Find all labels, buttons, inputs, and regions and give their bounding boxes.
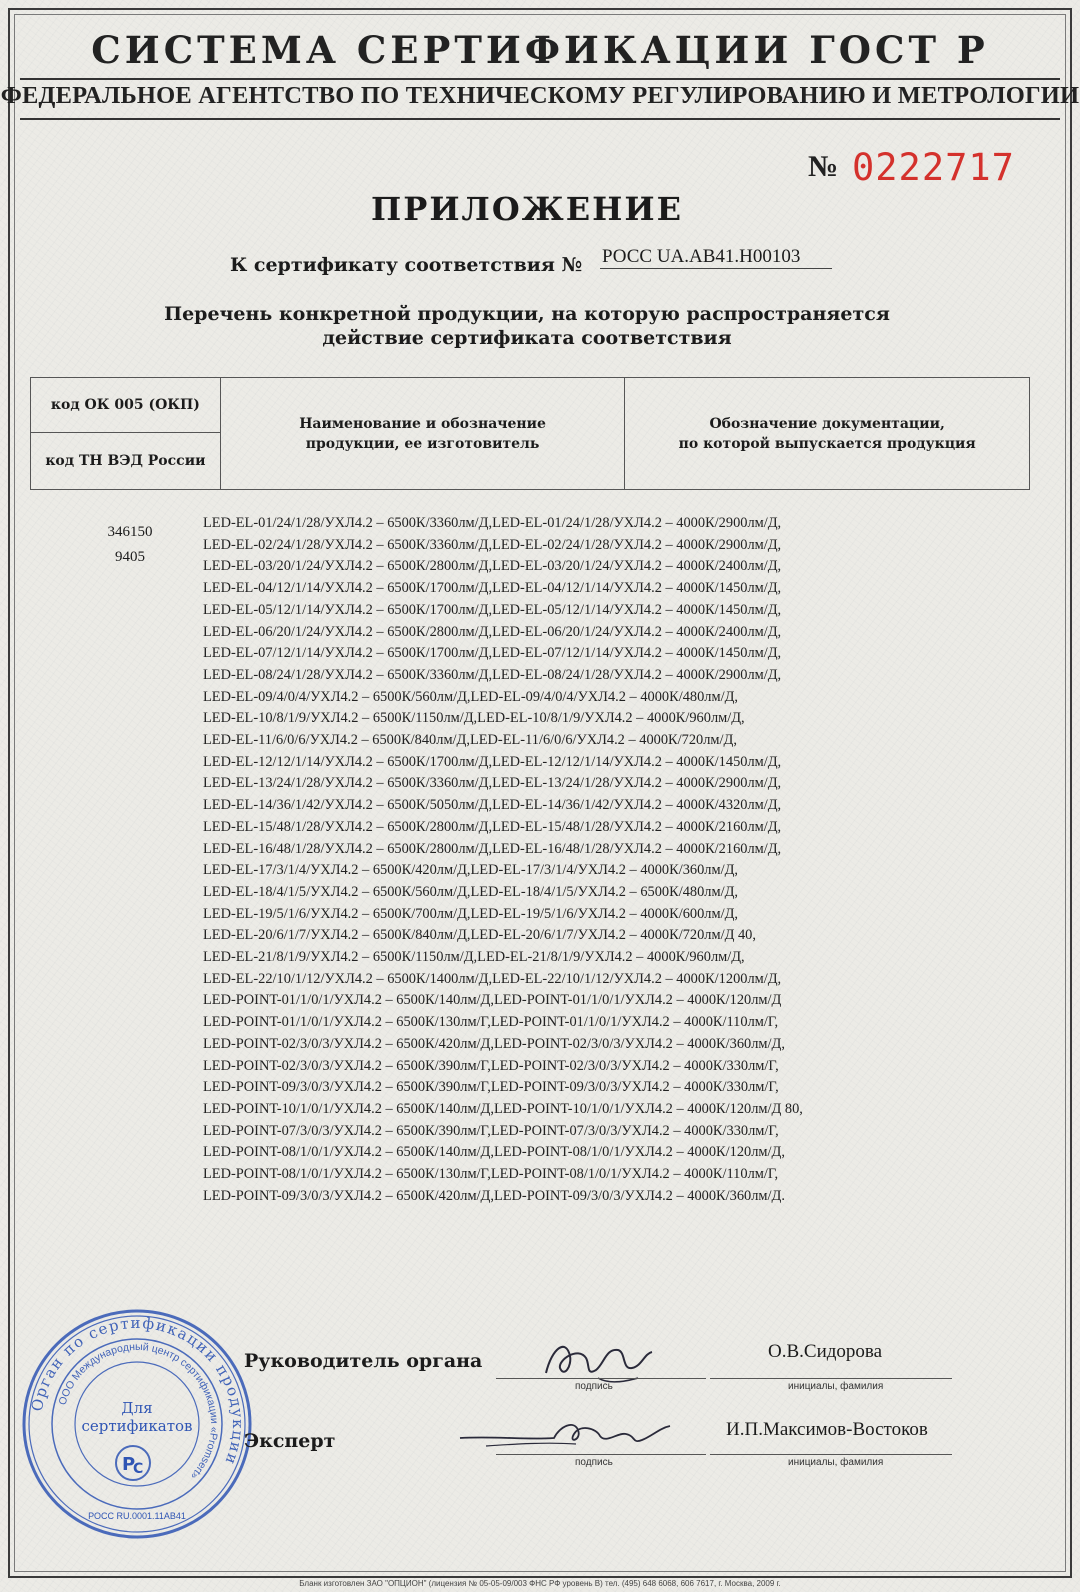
expert-signature bbox=[456, 1408, 678, 1456]
product-row: LED-EL-11/6/0/6/УХЛ4.2 – 6500К/840лм/Д,LED-EL-11/6/0/6/УХЛ4.2 – 4000К/720лм/Д, bbox=[203, 732, 737, 749]
product-codes bbox=[60, 520, 200, 570]
pct-logo-icon bbox=[122, 1454, 143, 1477]
col-documentation-line1: Обозначение документации, bbox=[709, 415, 945, 432]
product-row: LED-EL-01/24/1/28/УХЛ4.2 – 6500К/3360лм/Д,LED-EL-01/24/1/28/УХЛ4.2 – 4000К/2900лм/Д, bbox=[203, 515, 782, 531]
product-row: LED-EL-15/48/1/28/УХЛ4.2 – 6500К/2800лм/Д,LED-EL-15/48/1/28/УХЛ4.2 – 4000К/2160лм/Д, bbox=[203, 818, 782, 835]
certificate-number: РОСС UA.AB41.H00103 bbox=[600, 246, 832, 269]
product-row: LED-EL-08/24/1/28/УХЛ4.2 – 6500К/3360лм/Д,LED-EL-08/24/1/28/УХЛ4.2 – 4000К/2900лм/Д, bbox=[203, 666, 782, 683]
agency-title: ФЕДЕРАЛЬНОЕ АГЕНТСТВО ПО ТЕХНИЧЕСКОМУ РЕГУЛИРОВАНИЮ И МЕТРОЛОГИИ bbox=[0, 82, 1080, 109]
col-product-name bbox=[220, 378, 625, 490]
product-row: LED-POINT-08/1/0/1/УХЛ4.2 – 6500К/140лм/Д,LED-POINT-08/1/0/1/УХЛ4.2 – 4000К/120лм/Д, bbox=[203, 1144, 785, 1161]
appendix-title: ПРИЛОЖЕНИЕ bbox=[371, 190, 683, 228]
product-row: LED-EL-16/48/1/28/УХЛ4.2 – 6500К/2800лм/Д,LED-EL-16/48/1/28/УХЛ4.2 – 4000К/2160лм/Д, bbox=[203, 840, 782, 857]
expert-sign-line bbox=[496, 1454, 706, 1455]
stamp-reg-text: РОСС RU.0001.11АВ41 bbox=[88, 1511, 186, 1521]
product-row: LED-POINT-02/3/0/3/УХЛ4.2 – 6500К/420лм/Д,LED-POINT-02/3/0/3/УХЛ4.2 – 4000К/360лм/Д, bbox=[203, 1035, 785, 1052]
expert-sign-caption: подпись bbox=[575, 1457, 613, 1468]
col-documentation-line2: по которой выпускается продукция bbox=[678, 435, 976, 452]
expert-name-caption: инициалы, фамилия bbox=[788, 1457, 884, 1468]
product-row: LED-EL-04/12/1/14/УХЛ4.2 – 6500К/1700лм/Д,LED-EL-04/12/1/14/УХЛ4.2 – 4000К/1450лм/Д, bbox=[203, 580, 782, 597]
product-row: LED-POINT-01/1/0/1/УХЛ4.2 – 6500К/140лм/Д,LED-POINT-01/1/0/1/УХЛ4.2 – 4000К/120лм/Д bbox=[203, 992, 782, 1009]
stamp-center-line2: сертификатов bbox=[81, 1417, 193, 1435]
head-name-line bbox=[710, 1378, 952, 1379]
col-product-name-line2: продукции, ее изготовитель bbox=[305, 435, 540, 452]
col-documentation bbox=[625, 378, 1030, 490]
expert-name-line bbox=[710, 1454, 952, 1455]
product-row: LED-EL-05/12/1/14/УХЛ4.2 – 6500К/1700лм/Д,LED-EL-05/12/1/14/УХЛ4.2 – 4000К/1450лм/Д, bbox=[203, 601, 782, 618]
product-row: LED-EL-17/3/1/4/УХЛ4.2 – 6500К/420лм/Д,LED-EL-17/3/1/4/УХЛ4.2 – 4000К/360лм/Д, bbox=[203, 862, 738, 879]
head-label: Руководитель органа bbox=[244, 1350, 483, 1372]
product-row: LED-EL-22/10/1/12/УХЛ4.2 – 6500К/1400лм/Д,LED-EL-22/10/1/12/УХЛ4.2 – 4000К/1200лм/Д, bbox=[203, 970, 782, 987]
list-heading-line2: действие сертификата соответствия bbox=[322, 327, 732, 349]
product-row: LED-EL-02/24/1/28/УХЛ4.2 – 6500К/3360лм/Д,LED-EL-02/24/1/28/УХЛ4.2 – 4000К/2900лм/Д, bbox=[203, 536, 782, 553]
product-row: LED-POINT-09/3/0/3/УХЛ4.2 – 6500К/390лм/Г,LED-POINT-09/3/0/3/УХЛ4.2 – 4000К/330лм/Г, bbox=[203, 1079, 779, 1096]
head-sign-caption: подпись bbox=[575, 1381, 613, 1392]
product-row: LED-POINT-08/1/0/1/УХЛ4.2 – 6500К/130лм/Г,LED-POINT-08/1/0/1/УХЛ4.2 – 4000К/110лм/Г, bbox=[203, 1166, 779, 1183]
product-row: LED-EL-14/36/1/42/УХЛ4.2 – 6500К/5050лм/Д,LED-EL-14/36/1/42/УХЛ4.2 – 4000К/4320лм/Д, bbox=[203, 797, 782, 814]
certificate-label: К сертификату соответствия № bbox=[230, 254, 583, 276]
product-row: LED-POINT-10/1/0/1/УХЛ4.2 – 6500К/140лм/Д,LED-POINT-10/1/0/1/УХЛ4.2 – 4000К/120лм/Д 80, bbox=[203, 1100, 803, 1117]
product-row: LED-EL-06/20/1/24/УХЛ4.2 – 6500К/2800лм/Д,LED-EL-06/20/1/24/УХЛ4.2 – 4000К/2400лм/Д, bbox=[203, 623, 782, 640]
serial-prefix: № bbox=[808, 150, 839, 183]
expert-name: И.П.Максимов-Востоков bbox=[726, 1419, 928, 1440]
head-name-caption: инициалы, фамилия bbox=[788, 1381, 884, 1392]
product-row: LED-EL-13/24/1/28/УХЛ4.2 – 6500К/3360лм/Д,LED-EL-13/24/1/28/УХЛ4.2 – 4000К/2900лм/Д, bbox=[203, 775, 782, 792]
product-row: LED-EL-20/6/1/7/УХЛ4.2 – 6500К/840лм/Д,LED-EL-20/6/1/7/УХЛ4.2 – 4000К/720лм/Д 40, bbox=[203, 927, 756, 944]
serial-number: 0222717 bbox=[852, 146, 1015, 189]
expert-label: Эксперт bbox=[244, 1430, 336, 1452]
head-name: О.В.Сидорова bbox=[768, 1341, 883, 1362]
product-row: LED-EL-12/12/1/14/УХЛ4.2 – 6500К/1700лм/Д,LED-EL-12/12/1/14/УХЛ4.2 – 4000К/1450лм/Д, bbox=[203, 753, 782, 770]
svg-text:С: С bbox=[133, 1461, 144, 1477]
product-row: LED-EL-03/20/1/24/УХЛ4.2 – 6500К/2800лм/Д,LED-EL-03/20/1/24/УХЛ4.2 – 4000К/2400лм/Д, bbox=[203, 558, 782, 575]
col-tnved: код ТН ВЭД России bbox=[31, 433, 221, 490]
header-table bbox=[30, 377, 1030, 490]
head-sign-line bbox=[496, 1378, 706, 1379]
form-footer: Бланк изготовлен ЗАО "ОПЦИОН" (лицензия № 05-05-09/003 ФНС РФ уровень В) тел. (495) 648 6068, 606 7617, г. Москва, 2009 г. bbox=[299, 1579, 781, 1588]
header-rule-top bbox=[20, 78, 1060, 80]
product-row: LED-EL-09/4/0/4/УХЛ4.2 – 6500К/560лм/Д,LED-EL-09/4/0/4/УХЛ4.2 – 4000К/480лм/Д, bbox=[203, 688, 738, 705]
certification-stamp bbox=[18, 1305, 256, 1543]
product-row: LED-EL-19/5/1/6/УХЛ4.2 – 6500К/700лм/Д,LED-EL-19/5/1/6/УХЛ4.2 – 4000К/600лм/Д, bbox=[203, 905, 738, 922]
col-product-name-line1: Наименование и обозначение bbox=[299, 415, 546, 432]
product-row: LED-EL-18/4/1/5/УХЛ4.2 – 6500К/560лм/Д,LED-EL-18/4/1/5/УХЛ4.2 – 6500К/480лм/Д, bbox=[203, 883, 738, 900]
product-row: LED-POINT-01/1/0/1/УХЛ4.2 – 6500К/130лм/Г,LED-POINT-01/1/0/1/УХЛ4.2 – 4000К/110лм/Г, bbox=[203, 1014, 779, 1031]
okp-code: 346150 bbox=[107, 524, 153, 540]
col-okp: код ОК 005 (ОКП) bbox=[31, 378, 221, 433]
list-heading-line1: Перечень конкретной продукции, на которую распространяется bbox=[164, 303, 890, 325]
list-heading bbox=[0, 302, 1054, 350]
product-row: LED-POINT-07/3/0/3/УХЛ4.2 – 6500К/390лм/Г,LED-POINT-07/3/0/3/УХЛ4.2 – 4000К/330лм/Г, bbox=[203, 1122, 779, 1139]
stamp-outer-text: Орган по сертификации продукции bbox=[27, 1313, 248, 1469]
header-rule-bottom bbox=[20, 118, 1060, 120]
product-row: LED-EL-10/8/1/9/УХЛ4.2 – 6500К/1150лм/Д,LED-EL-10/8/1/9/УХЛ4.2 – 4000К/960лм/Д, bbox=[203, 710, 745, 727]
product-list bbox=[203, 513, 973, 1208]
stamp-inner-text: ООО Международный центр сертификации «Promsert» bbox=[56, 1340, 221, 1482]
tnved-code: 9405 bbox=[115, 549, 145, 565]
product-row: LED-POINT-09/3/0/3/УХЛ4.2 – 6500К/420лм/Д,LED-POINT-09/3/0/3/УХЛ4.2 – 4000К/360лм/Д. bbox=[203, 1187, 785, 1204]
system-title: СИСТЕМА СЕРТИФИКАЦИИ ГОСТ Р bbox=[91, 28, 989, 72]
svg-text:Р: Р bbox=[122, 1454, 136, 1475]
product-row: LED-EL-07/12/1/14/УХЛ4.2 – 6500К/1700лм/Д,LED-EL-07/12/1/14/УХЛ4.2 – 4000К/1450лм/Д, bbox=[203, 645, 782, 662]
product-row: LED-POINT-02/3/0/3/УХЛ4.2 – 6500К/390лм/Г,LED-POINT-02/3/0/3/УХЛ4.2 – 4000К/330лм/Г, bbox=[203, 1057, 779, 1074]
stamp-center-line1: Для bbox=[121, 1399, 153, 1417]
product-row: LED-EL-21/8/1/9/УХЛ4.2 – 6500К/1150лм/Д,LED-EL-21/8/1/9/УХЛ4.2 – 4000К/960лм/Д, bbox=[203, 949, 745, 966]
